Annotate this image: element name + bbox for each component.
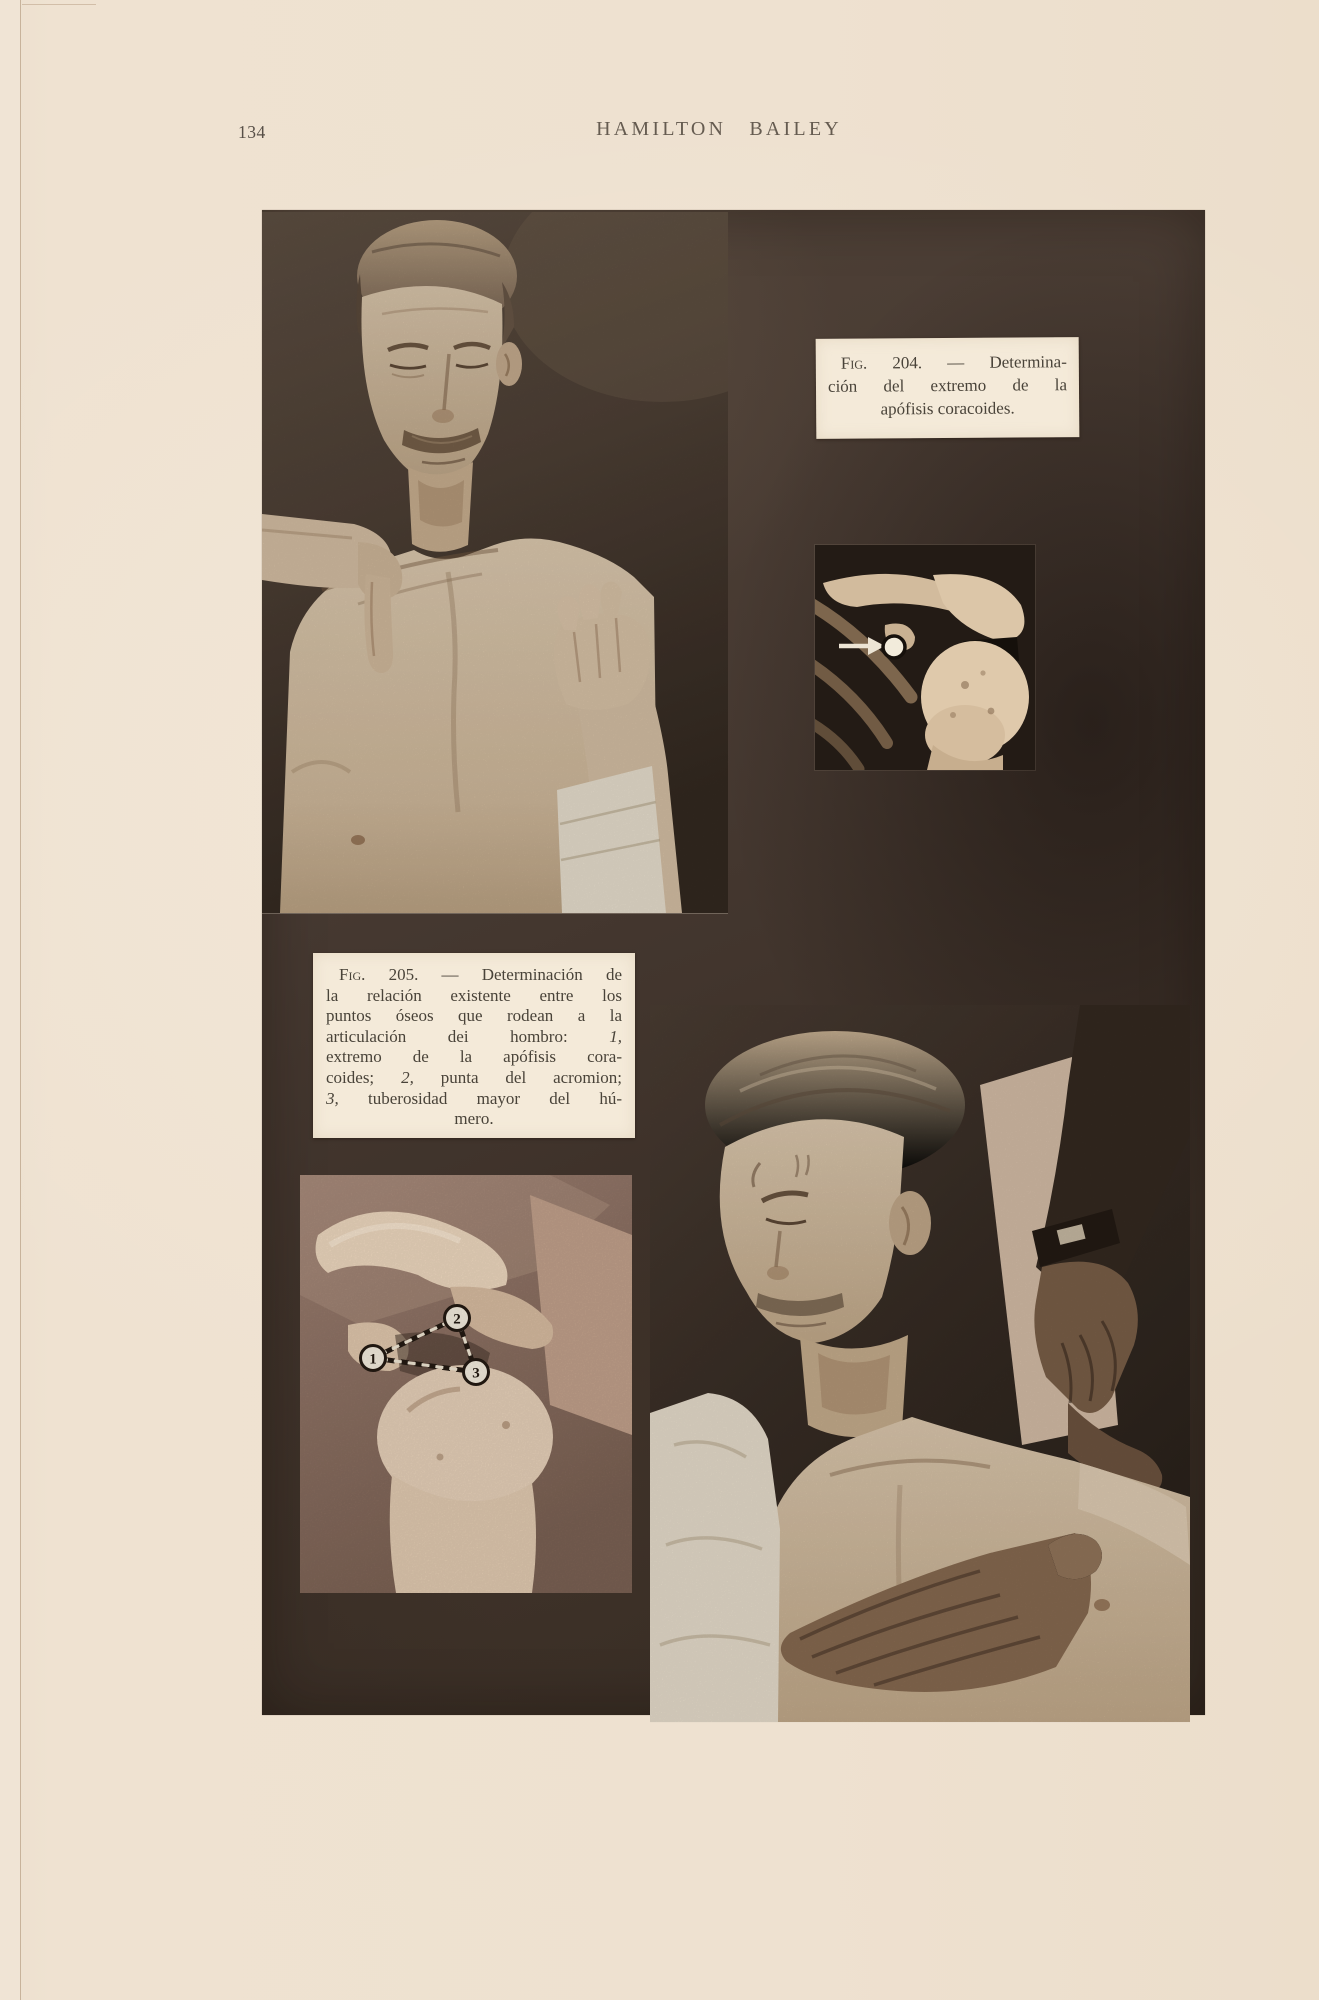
page-edge-top-line	[22, 4, 96, 5]
figure-plate	[262, 210, 1205, 1715]
fig205-skeleton-illustration	[300, 1175, 632, 1593]
fig205-label: Fig. 205. —	[339, 965, 459, 984]
svg-text:2: 2	[453, 1311, 461, 1328]
fig204-patient-illustration	[262, 212, 728, 913]
photo-fig204-patient	[262, 212, 728, 913]
fig204-skeleton-illustration	[815, 545, 1035, 770]
fig204-label: Fig. 204. —	[840, 352, 965, 373]
caption-fig204: Fig. 204. — Determina- ción del extremo de la apófisis coracoides.	[816, 337, 1080, 439]
photo-fig205-patient	[650, 1005, 1190, 1722]
photo-fig205-skeleton	[300, 1175, 632, 1593]
running-head: HAMILTON BAILEY	[596, 118, 842, 140]
page-number: 134	[238, 122, 266, 142]
photo-fig204-skeleton	[815, 545, 1035, 770]
svg-text:1: 1	[369, 1351, 377, 1368]
caption-fig205: Fig. 205. — Determinación de la relación existente entre los puntos óseos que rodean a la articulación dei hombro: 1, extremo de la apófisis cora- coides; 2, punta del acromion; 3, tuberosidad mayor del hú- mero.	[313, 953, 635, 1138]
svg-text:3: 3	[472, 1365, 480, 1382]
fig205-patient-illustration	[650, 1005, 1190, 1722]
page-edge-crease	[0, 0, 21, 2000]
coracoid-ring-marker	[883, 636, 905, 658]
